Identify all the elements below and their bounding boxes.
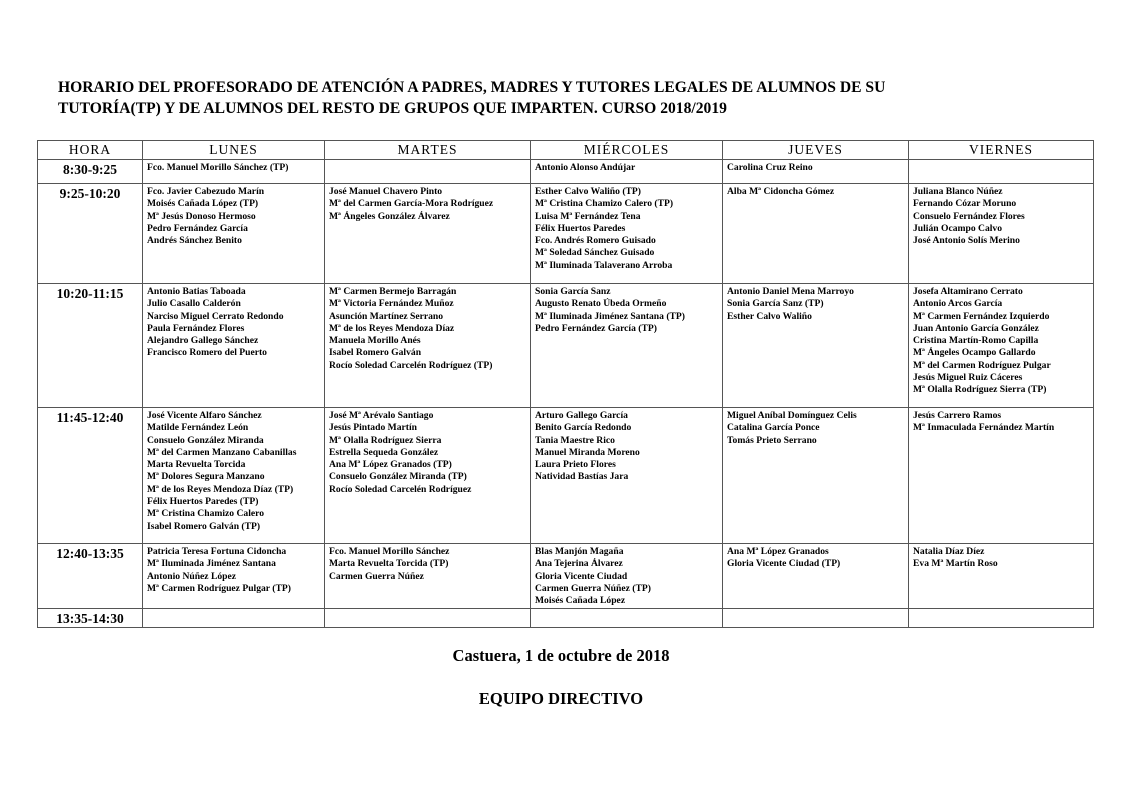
teacher-name: Fco. Manuel Morillo Sánchez — [329, 546, 450, 557]
schedule-cell — [325, 544, 531, 609]
teacher-name: Sonia García Sanz (TP) — [727, 298, 824, 310]
teacher-name: Mª del Carmen García-Mora Rodríguez — [329, 198, 494, 210]
teacher-name: Fernando Cózar Moruno — [913, 198, 1017, 210]
teacher-name: Mª Inmaculada Fernández Martín — [913, 422, 1055, 434]
teacher-name: Mª del Carmen Rodríguez Pulgar — [913, 359, 1051, 371]
teacher-name: Blas Manjón Magaña — [535, 546, 624, 557]
hour-cell: 12:40-13:35 — [38, 544, 143, 609]
teacher-name: Mª Soledad Sánchez Guisado — [535, 247, 655, 259]
teacher-name: Fco. Manuel Morillo Sánchez (TP) — [147, 162, 289, 173]
schedule-cell — [325, 284, 531, 408]
schedule-cell — [531, 544, 723, 609]
table-row — [38, 408, 1094, 544]
table-row — [38, 184, 1094, 284]
table-row — [38, 284, 1094, 408]
schedule-cell — [143, 408, 325, 544]
teacher-name: Matilde Fernández León — [147, 422, 249, 434]
header-lunes: LUNES — [143, 141, 325, 160]
schedule-cell — [531, 160, 723, 184]
teacher-name: Marta Revuelta Torcida (TP) — [329, 558, 449, 570]
teacher-name: Sonia García Sanz — [535, 286, 611, 297]
teacher-name: Catalina García Ponce — [727, 422, 820, 434]
schedule-cell — [723, 544, 909, 609]
teacher-name: Consuelo González Miranda — [147, 434, 264, 446]
teacher-name: Antonio Núñez López — [147, 570, 237, 582]
table-row — [38, 609, 1094, 628]
teacher-name: Mª Jesús Donoso Hermoso — [147, 210, 256, 222]
schedule-cell — [325, 160, 531, 184]
teacher-name: Isabel Romero Galván — [329, 347, 422, 359]
teacher-name: Jesús Miguel Ruiz Cáceres — [913, 372, 1023, 384]
teacher-name: Luisa Mª Fernández Tena — [535, 210, 641, 222]
teacher-name: Mª Ángeles González Álvarez — [329, 210, 450, 222]
schedule-cell — [325, 609, 531, 628]
teacher-name: Mª Olalla Rodríguez Sierra (TP) — [913, 384, 1047, 396]
teacher-name: Consuelo Fernández Flores — [913, 210, 1025, 222]
teacher-name: Francisco Romero del Puerto — [147, 347, 267, 359]
teacher-name: Julián Ocampo Calvo — [913, 222, 1003, 234]
teacher-name: Mª Cristina Chamizo Calero (TP) — [535, 198, 674, 210]
schedule-cell — [909, 284, 1094, 408]
teacher-name: Mª Iluminada Talaverano Arroba — [535, 259, 673, 271]
teacher-name: Asunción Martínez Serrano — [329, 310, 444, 322]
teacher-name: Ana Mª López Granados (TP) — [329, 459, 452, 471]
header-row — [38, 141, 1094, 160]
teacher-name: Estrella Sequeda González — [329, 446, 439, 458]
teacher-name: Mª Carmen Rodríguez Pulgar (TP) — [147, 582, 291, 594]
schedule-cell — [531, 609, 723, 628]
teacher-name: Juliana Blanco Núñez — [913, 186, 1003, 197]
schedule-cell — [723, 184, 909, 284]
teacher-name: Manuel Miranda Moreno — [535, 446, 640, 458]
teacher-name: Félix Huertos Paredes (TP) — [147, 496, 259, 508]
schedule-cell — [723, 609, 909, 628]
schedule-cell — [531, 184, 723, 284]
teacher-name: Esther Calvo Waliño (TP) — [535, 186, 641, 197]
teacher-name: Esther Calvo Waliño — [727, 310, 812, 322]
table-row — [38, 544, 1094, 609]
header-miercoles: MIÉRCOLES — [531, 141, 723, 160]
teacher-name: Eva Mª Martín Roso — [913, 558, 998, 570]
schedule-cell — [325, 184, 531, 284]
schedule-cell — [325, 408, 531, 544]
teacher-name: Pedro Fernández García — [147, 222, 248, 234]
teacher-name: Ana Tejerina Álvarez — [535, 558, 623, 570]
teacher-name: Mª de los Reyes Mendoza Díaz (TP) — [147, 483, 294, 495]
teacher-name: Alba Mª Cidoncha Gómez — [727, 186, 835, 197]
schedule-cell — [723, 284, 909, 408]
teacher-name: Mª Olalla Rodríguez Sierra — [329, 434, 442, 446]
teacher-name: Paula Fernández Flores — [147, 322, 245, 334]
schedule-cell — [909, 184, 1094, 284]
schedule-cell — [909, 160, 1094, 184]
schedule-cell — [143, 284, 325, 408]
teacher-name: Carmen Guerra Núñez — [329, 570, 424, 582]
teacher-name: Rocío Soledad Carcelén Rodríguez (TP) — [329, 359, 493, 371]
teacher-name: Cristina Martín-Romo Capilla — [913, 335, 1039, 347]
schedule-cell — [143, 544, 325, 609]
teacher-name: José Manuel Chavero Pinto — [329, 186, 443, 197]
schedule-cell — [909, 544, 1094, 609]
teacher-name: Fco. Javier Cabezudo Marín — [147, 186, 265, 197]
teacher-name: Mª Cristina Chamizo Calero — [147, 508, 265, 520]
schedule-cell — [531, 408, 723, 544]
teacher-name: Antonio Batias Taboada — [147, 286, 246, 297]
teacher-name: Patricia Teresa Fortuna Cidoncha — [147, 546, 287, 557]
teacher-name: Mª Iluminada Jiménez Santana (TP) — [535, 310, 685, 322]
title-line-2: TUTORÍA(TP) Y DE ALUMNOS DEL RESTO DE GRUPOS QUE IMPARTEN. CURSO 2018/2019 — [58, 100, 727, 117]
teacher-name: José Vicente Alfaro Sánchez — [147, 410, 262, 421]
teacher-name: Moisés Cañada López (TP) — [147, 198, 259, 210]
title-line-1: HORARIO DEL PROFESORADO DE ATENCIÓN A PADRES, MADRES Y TUTORES LEGALES DE ALUMNOS DE SU — [58, 79, 886, 96]
teacher-name: Narciso Miguel Cerrato Redondo — [147, 310, 284, 322]
teacher-name: Mª Ángeles Ocampo Gallardo — [913, 347, 1036, 359]
teacher-name: Manuela Morillo Anés — [329, 335, 421, 347]
teacher-name: Tania Maestre Rico — [535, 434, 615, 446]
teacher-name: Mª Carmen Fernández Izquierdo — [913, 310, 1050, 322]
teacher-name: Félix Huertos Paredes — [535, 222, 626, 234]
teacher-name: Augusto Renato Úbeda Ormeño — [535, 298, 667, 310]
teacher-name: Pedro Fernández García (TP) — [535, 322, 657, 334]
teacher-name: Mª Victoria Fernández Muñoz — [329, 298, 454, 310]
teacher-name: Isabel Romero Galván (TP) — [147, 520, 261, 532]
document-title — [58, 77, 1068, 119]
schedule-cell — [723, 408, 909, 544]
signature: EQUIPO DIRECTIVO — [478, 689, 644, 708]
schedule-cell — [531, 284, 723, 408]
teacher-name: Natalia Díaz Díez — [913, 546, 985, 557]
teacher-name: Alejandro Gallego Sánchez — [147, 335, 259, 347]
teacher-name: Antonio Alonso Andújar — [535, 162, 636, 173]
hour-cell: 8:30-9:25 — [38, 160, 143, 184]
teacher-name: Andrés Sánchez Benito — [147, 235, 242, 247]
teacher-name: Consuelo González Miranda (TP) — [329, 471, 467, 483]
header-jueves: JUEVES — [723, 141, 909, 160]
teacher-name: Arturo Gallego García — [535, 410, 628, 421]
teacher-name: Mª del Carmen Manzano Cabanillas — [147, 446, 297, 458]
teacher-name: Mª Iluminada Jiménez Santana — [147, 558, 276, 570]
teacher-name: Miguel Aníbal Domínguez Celis — [727, 410, 857, 421]
teacher-name: Antonio Daniel Mena Marroyo — [727, 286, 854, 297]
teacher-name: Mª de los Reyes Mendoza Díaz — [329, 322, 455, 334]
teacher-name: Jesús Carrero Ramos — [913, 410, 1002, 421]
hour-cell: 10:20-11:15 — [38, 284, 143, 408]
teacher-name: Rocío Soledad Carcelén Rodríguez — [329, 483, 472, 495]
header-viernes: VIERNES — [909, 141, 1094, 160]
teacher-name: Tomás Prieto Serrano — [727, 434, 817, 446]
hour-cell: 13:35-14:30 — [38, 609, 143, 628]
teacher-name: Benito García Redondo — [535, 422, 632, 434]
schedule-cell — [143, 160, 325, 184]
table-row — [38, 160, 1094, 184]
schedule-cell — [909, 609, 1094, 628]
teacher-name: Laura Prieto Flores — [535, 459, 616, 471]
schedule-cell — [143, 609, 325, 628]
teacher-name: Gloria Vicente Ciudad (TP) — [727, 558, 841, 570]
teacher-name: Jesús Pintado Martín — [329, 422, 417, 434]
hour-cell: 9:25-10:20 — [38, 184, 143, 284]
teacher-name: Ana Mª López Granados — [727, 546, 829, 557]
hour-cell: 11:45-12:40 — [38, 408, 143, 544]
teacher-name: José Mª Arévalo Santiago — [329, 410, 434, 421]
teacher-name: Mª Carmen Bermejo Barragán — [329, 286, 457, 297]
teacher-name: Juan Antonio García González — [913, 322, 1039, 334]
teacher-name: Josefa Altamirano Cerrato — [913, 286, 1023, 297]
teacher-name: Antonio Arcos García — [913, 298, 1003, 310]
teacher-name: Fco. Andrés Romero Guisado — [535, 235, 656, 247]
schedule-cell — [143, 184, 325, 284]
header-hora: HORA — [38, 141, 143, 160]
teacher-name: Carolina Cruz Reino — [727, 162, 813, 173]
teacher-name: Gloria Vicente Ciudad — [535, 570, 628, 582]
teacher-name: Julio Casallo Calderón — [147, 298, 241, 310]
schedule-cell — [909, 408, 1094, 544]
teacher-name: José Antonio Solís Merino — [913, 235, 1020, 247]
place-date: Castuera, 1 de octubre de 2018 — [452, 646, 670, 665]
teacher-name: Carmen Guerra Núñez (TP) — [535, 582, 651, 594]
teacher-name: Moisés Cañada López — [535, 595, 626, 607]
teacher-name: Natividad Bastías Jara — [535, 471, 629, 483]
teacher-name: Mª Dolores Segura Manzano — [147, 471, 265, 483]
schedule-cell — [723, 160, 909, 184]
schedule-table — [37, 140, 1094, 628]
teacher-name: Marta Revuelta Torcida — [147, 459, 246, 471]
header-martes: MARTES — [325, 141, 531, 160]
